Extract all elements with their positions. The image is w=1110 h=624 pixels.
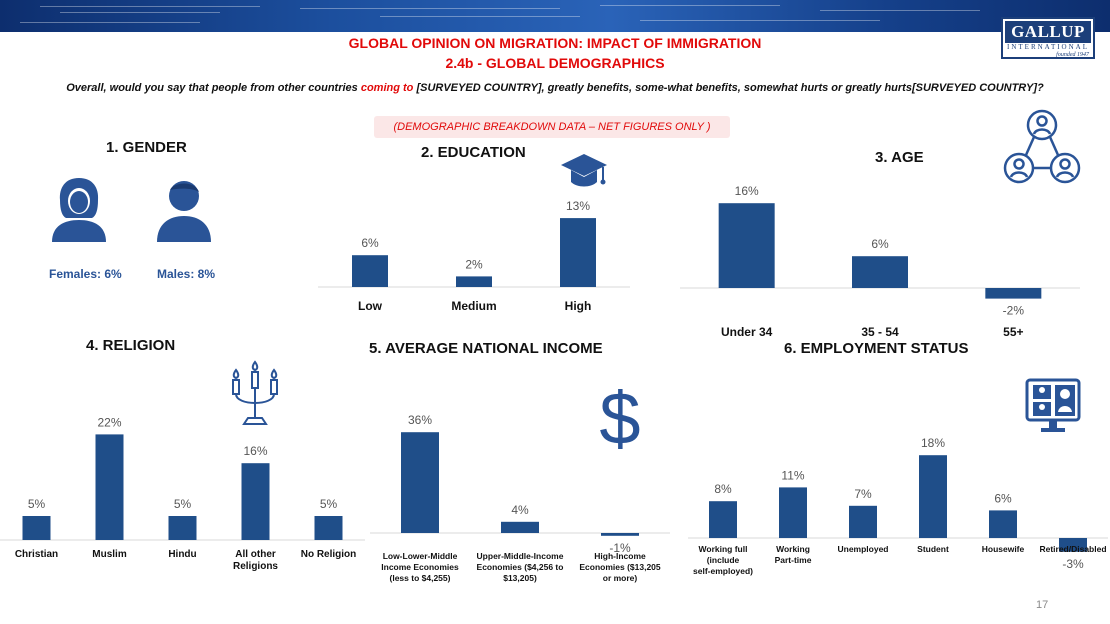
education-value-label: 13% (565, 199, 591, 214)
employment-category-label: self-employed) (693, 566, 753, 576)
male-icon (155, 178, 213, 242)
age-category-label: 35 - 54 (861, 325, 899, 339)
employment-category-label: Working (776, 544, 810, 554)
income-category-label: (less to $4,255) (389, 573, 451, 583)
income-bar (601, 533, 639, 536)
survey-question (0, 82, 1110, 94)
age-value-label: 16% (734, 184, 759, 199)
education-category-label: Medium (451, 299, 497, 313)
graduation-cap-icon (560, 152, 608, 192)
employment-value-label: 8% (714, 482, 732, 497)
religion-title: 4. RELIGION (86, 337, 176, 354)
religion-bar (23, 516, 51, 540)
employment-category-label: Housewife (981, 544, 1025, 554)
education-chart (300, 190, 666, 320)
logo-name: GALLUP (1005, 21, 1091, 43)
age-title: 3. AGE (875, 149, 924, 166)
income-category-label: Upper-Middle-Income (476, 551, 564, 561)
question-pre: Overall, would you say that people from other countries (66, 82, 361, 94)
employment-category-label: (include (706, 555, 740, 565)
employment-value-label: 6% (994, 491, 1012, 506)
employment-category-label: Part-time (774, 555, 812, 565)
employment-category-label: Student (917, 544, 949, 554)
income-value-label: 36% (407, 413, 433, 428)
income-title: 5. AVERAGE NATIONAL INCOME (369, 340, 603, 357)
education-value-label: 6% (361, 236, 379, 251)
age-chart (680, 168, 1080, 340)
female-icon (50, 176, 108, 242)
education-bar (560, 218, 596, 287)
page-title: GLOBAL OPINION ON MIGRATION: IMPACT OF IMMIGRATION (348, 35, 762, 51)
employment-category-label: Retired/Disabled (1039, 544, 1107, 554)
income-category-label: Economies ($4,256 to (476, 562, 564, 572)
employment-value-label: 7% (854, 486, 872, 501)
income-category-label: Low-Lower-Middle (382, 551, 458, 561)
header-banner (0, 0, 1110, 32)
education-title: 2. EDUCATION (421, 144, 526, 161)
age-value-label: -2% (1002, 303, 1025, 318)
religion-value-label: 5% (319, 497, 338, 511)
employment-value-label: 11% (781, 468, 805, 483)
religion-category-label: No Religion (300, 549, 357, 560)
age-category-label: Under 34 (720, 325, 773, 339)
question-highlight: coming to (360, 82, 414, 94)
age-category-label: 55+ (1003, 325, 1024, 339)
religion-value-label: 5% (27, 497, 46, 511)
education-category-label: High (564, 299, 592, 313)
page-subtitle: 2.4b - GLOBAL DEMOGRAPHICS (445, 55, 665, 71)
education-bar (352, 255, 388, 287)
education-category-label: Low (358, 299, 382, 313)
income-chart (370, 405, 670, 595)
gender-title: 1. GENDER (106, 139, 187, 156)
employment-value-label: 18% (920, 436, 946, 451)
logo-founded: founded 1947 (1056, 52, 1089, 58)
employment-category-label: Unemployed (837, 544, 889, 554)
employment-bar (709, 501, 737, 538)
demographic-note: (DEMOGRAPHIC BREAKDOWN DATA – NET FIGURES ONLY ) (374, 116, 730, 138)
age-bar (719, 203, 775, 288)
income-value-label: -1% (609, 540, 631, 555)
females-label: Females: 6% (49, 267, 122, 281)
religion-bar (169, 516, 197, 540)
income-category-label: or more) (602, 573, 638, 583)
logo-subtitle: INTERNATIONAL (1007, 43, 1089, 51)
religion-category-label: All other (235, 549, 276, 560)
education-value-label: 2% (465, 257, 483, 272)
religion-value-label: 16% (243, 444, 268, 459)
employment-bar (919, 455, 947, 538)
employment-title: 6. EMPLOYMENT STATUS (784, 340, 969, 357)
religion-chart (0, 400, 365, 580)
employment-chart (688, 412, 1108, 587)
employment-value-label: -3% (1062, 556, 1084, 571)
svg-text:$: $ (599, 380, 641, 456)
employment-bar (989, 510, 1017, 538)
religion-category-label: Muslim (92, 549, 127, 560)
education-bar (456, 276, 492, 287)
income-category-label: Economies ($13,205 (579, 562, 661, 572)
question-post: [SURVEYED COUNTRY], greatly benefits, some-what benefits, somewhat hurts or greatly hurts[SURVEYED COUNTRY]? (413, 82, 1044, 94)
religion-bar (242, 463, 270, 540)
males-label: Males: 8% (157, 267, 216, 281)
income-bar (501, 522, 539, 533)
income-category-label: $13,205) (503, 573, 537, 583)
age-bar (852, 256, 908, 288)
income-category-label: High-Income (594, 551, 646, 561)
religion-category-label: Religions (232, 561, 279, 572)
religion-category-label: Christian (14, 549, 59, 560)
employment-bar (849, 506, 877, 538)
age-value-label: 6% (871, 237, 889, 252)
employment-bar (779, 487, 807, 538)
religion-bar (96, 434, 124, 540)
income-category-label: Income Economies (381, 562, 459, 572)
religion-category-label: Hindu (168, 549, 197, 560)
income-value-label: 4% (511, 502, 529, 517)
religion-value-label: 5% (173, 497, 192, 511)
income-bar (401, 432, 439, 533)
age-bar (985, 288, 1041, 299)
employment-category-label: Working full (698, 544, 748, 554)
religion-bar (315, 516, 343, 540)
religion-value-label: 22% (97, 415, 122, 430)
page-number: 17 (1036, 599, 1049, 611)
